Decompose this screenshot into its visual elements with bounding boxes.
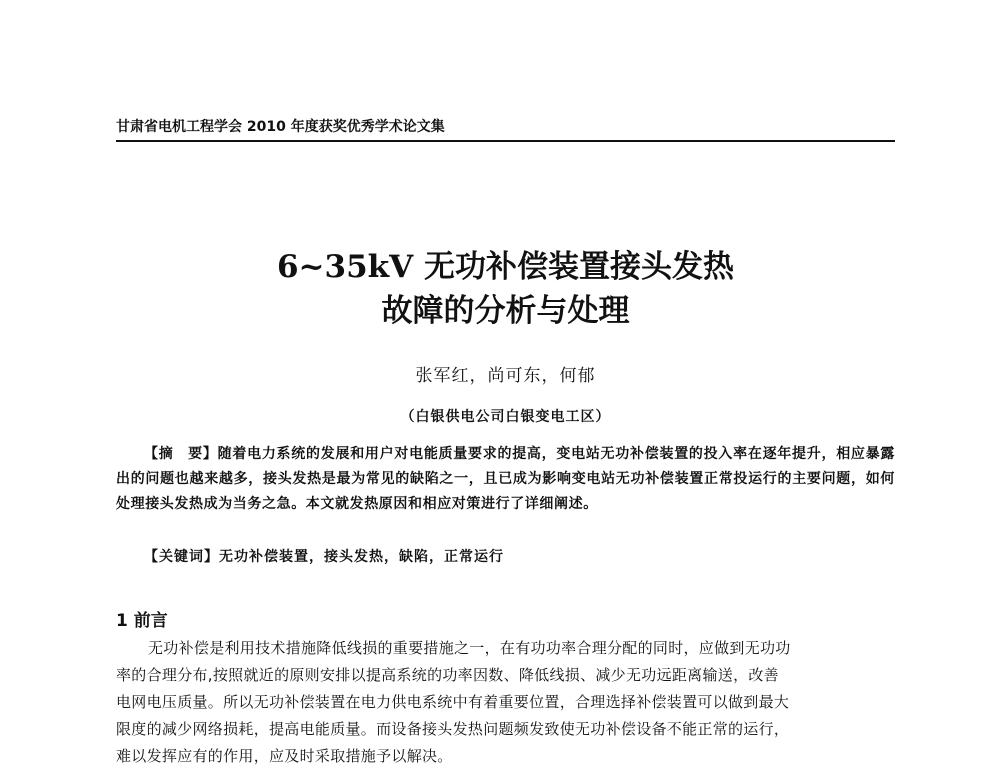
- header-rule: [116, 140, 895, 142]
- body-line: 率的合理分布,按照就近的原则安排以提高系统的功率因数、降低线损、减少无功远距离输送，改善: [116, 666, 779, 684]
- body-line: 电网电压质量。所以无功补偿装置在电力供电系统中有着重要位置，合理选择补偿装置可以做到最大: [116, 693, 790, 711]
- section-heading: 1 前言: [116, 611, 168, 631]
- abstract: 【摘 要】随着电力系统的发展和用户对电能质量要求的提高，变电站无功补偿装置的投入率在逐年提升，相应暴露出的问题也越来越多，接头发热是最为常见的缺陷之一，且已成为影响变电站无功补偿装置正常投运行的主要问题，如何处理接头发热成为当务之急。本文就发热原因和相应对策进行了详细阐述。: [116, 446, 895, 512]
- affiliation: （白银供电公司白银变电工区）: [400, 409, 611, 425]
- keywords: 【关键词】无功补偿装置，接头发热，缺陷，正常运行: [144, 549, 504, 565]
- paper-title-line-2: 故障的分析与处理: [381, 293, 630, 329]
- paper-title-line-1: 6~35kV 无功补偿装置接头发热: [276, 249, 734, 285]
- body-line: 限度的减少网络损耗，提高电能质量。而设备接头发热问题频发致使无功补偿设备不能正常的运行，: [116, 720, 790, 738]
- authors: 张军红，尚可东，何郁: [415, 366, 596, 386]
- body-paragraph: [116, 635, 895, 770]
- running-header: 甘肃省电机工程学会 2010 年度获奖优秀学术论文集: [116, 119, 445, 135]
- body-line: 难以发挥应有的作用，应及时采取措施予以解决。: [116, 747, 453, 765]
- body-line: 无功补偿是利用技术措施降低线损的重要措施之一，在有功功率合理分配的同时，应做到无功功: [148, 639, 791, 657]
